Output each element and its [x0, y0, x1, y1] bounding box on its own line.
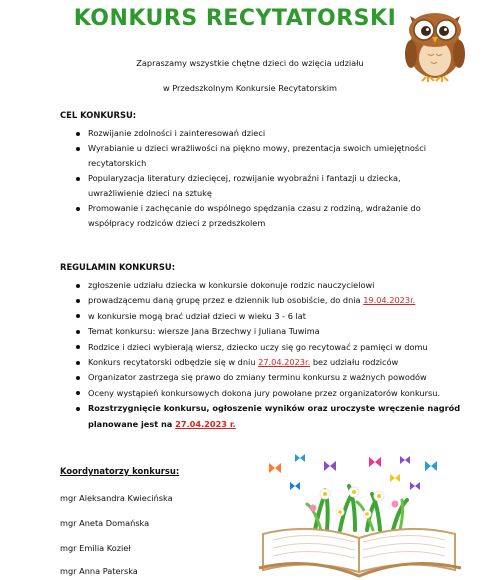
- regulamin-list: [74, 278, 474, 432]
- list-item: Organizator zastrzega się prawo do zmiany terminu konkursu z ważnych powodów: [74, 370, 474, 385]
- list-item: Konkurs recytatorski odbędzie się w dniu 27.04.2023r. bez udziału rodziców: [74, 355, 474, 370]
- list-item: Rozwijanie zdolności i zainteresowań dzieci: [74, 126, 454, 141]
- cel-list: [74, 126, 454, 231]
- intro-line-1: Zapraszamy wszystkie chętne dzieci do wzięcia udziału: [136, 58, 364, 68]
- coordinator-name: mgr Anna Paterska: [60, 566, 138, 576]
- list-item: Wyrabianie u dzieci wrażliwości na piękno mowy, prezentacja swoich umiejętności recytatorskich: [74, 141, 454, 171]
- list-item: Oceny wystąpień konkursowych dokona jury powołane przez organizatorów konkursu.: [74, 386, 474, 401]
- list-item: Promowanie i zachęcanie do wspólnego spędzania czasu z rodziną, wdrażanie do współpracy rodziców dzieci z przedszkolem: [74, 201, 454, 231]
- coordinator-name: mgr Aneta Domańska: [60, 518, 150, 528]
- list-item: Popularyzacja literatury dziecięcej, rozwijanie wyobraźni i fantazji u dziecka, uwrażliwienie dzieci na sztukę: [74, 171, 454, 201]
- koordynatorzy-heading: Koordynatorzy konkursu:: [60, 466, 180, 476]
- coordinator-name: mgr Aleksandra Kwiecińska: [60, 493, 173, 503]
- list-item: Rozstrzygnięcie konkursu, ogłoszenie wyników oraz uroczyste wręczenie nagród planowane jest na 27.04.2023 r.: [74, 401, 474, 432]
- list-item: Temat konkursu: wiersze Jana Brzechwy i Juliana Tuwima: [74, 324, 474, 339]
- list-item: zgłoszenie udziału dziecka w konkursie dokonuje rodzic nauczycielowi: [74, 278, 474, 293]
- coordinator-name: mgr Emilia Kozieł: [60, 543, 131, 553]
- page-title: KONKURS RECYTATORSKI: [73, 6, 397, 31]
- owl-illustration: [400, 2, 470, 82]
- list-item: Rodzice i dzieci wybierają wiersz, dziecko uczy się go recytować z pamięci w domu: [74, 340, 474, 355]
- deadline-date: 19.04.2023r.: [363, 295, 416, 306]
- regulamin-heading: REGULAMIN KONKURSU:: [60, 262, 176, 272]
- contest-date: 27.04.2023r.: [258, 357, 311, 368]
- list-item: prowadzącemu daną grupę przez e dziennik lub osobiście, do dnia 19.04.2023r.: [74, 293, 474, 308]
- list-item: w konkursie mogą brać udział dzieci w wieku 3 - 6 lat: [74, 309, 474, 324]
- intro-line-2: w Przedszkolnym Konkursie Recytatorskim: [162, 83, 338, 93]
- open-book-flowers-butterflies-illustration: [255, 452, 465, 578]
- cel-heading: CEL KONKURSU:: [60, 110, 137, 120]
- results-date: 27.04.2023 r.: [175, 418, 236, 429]
